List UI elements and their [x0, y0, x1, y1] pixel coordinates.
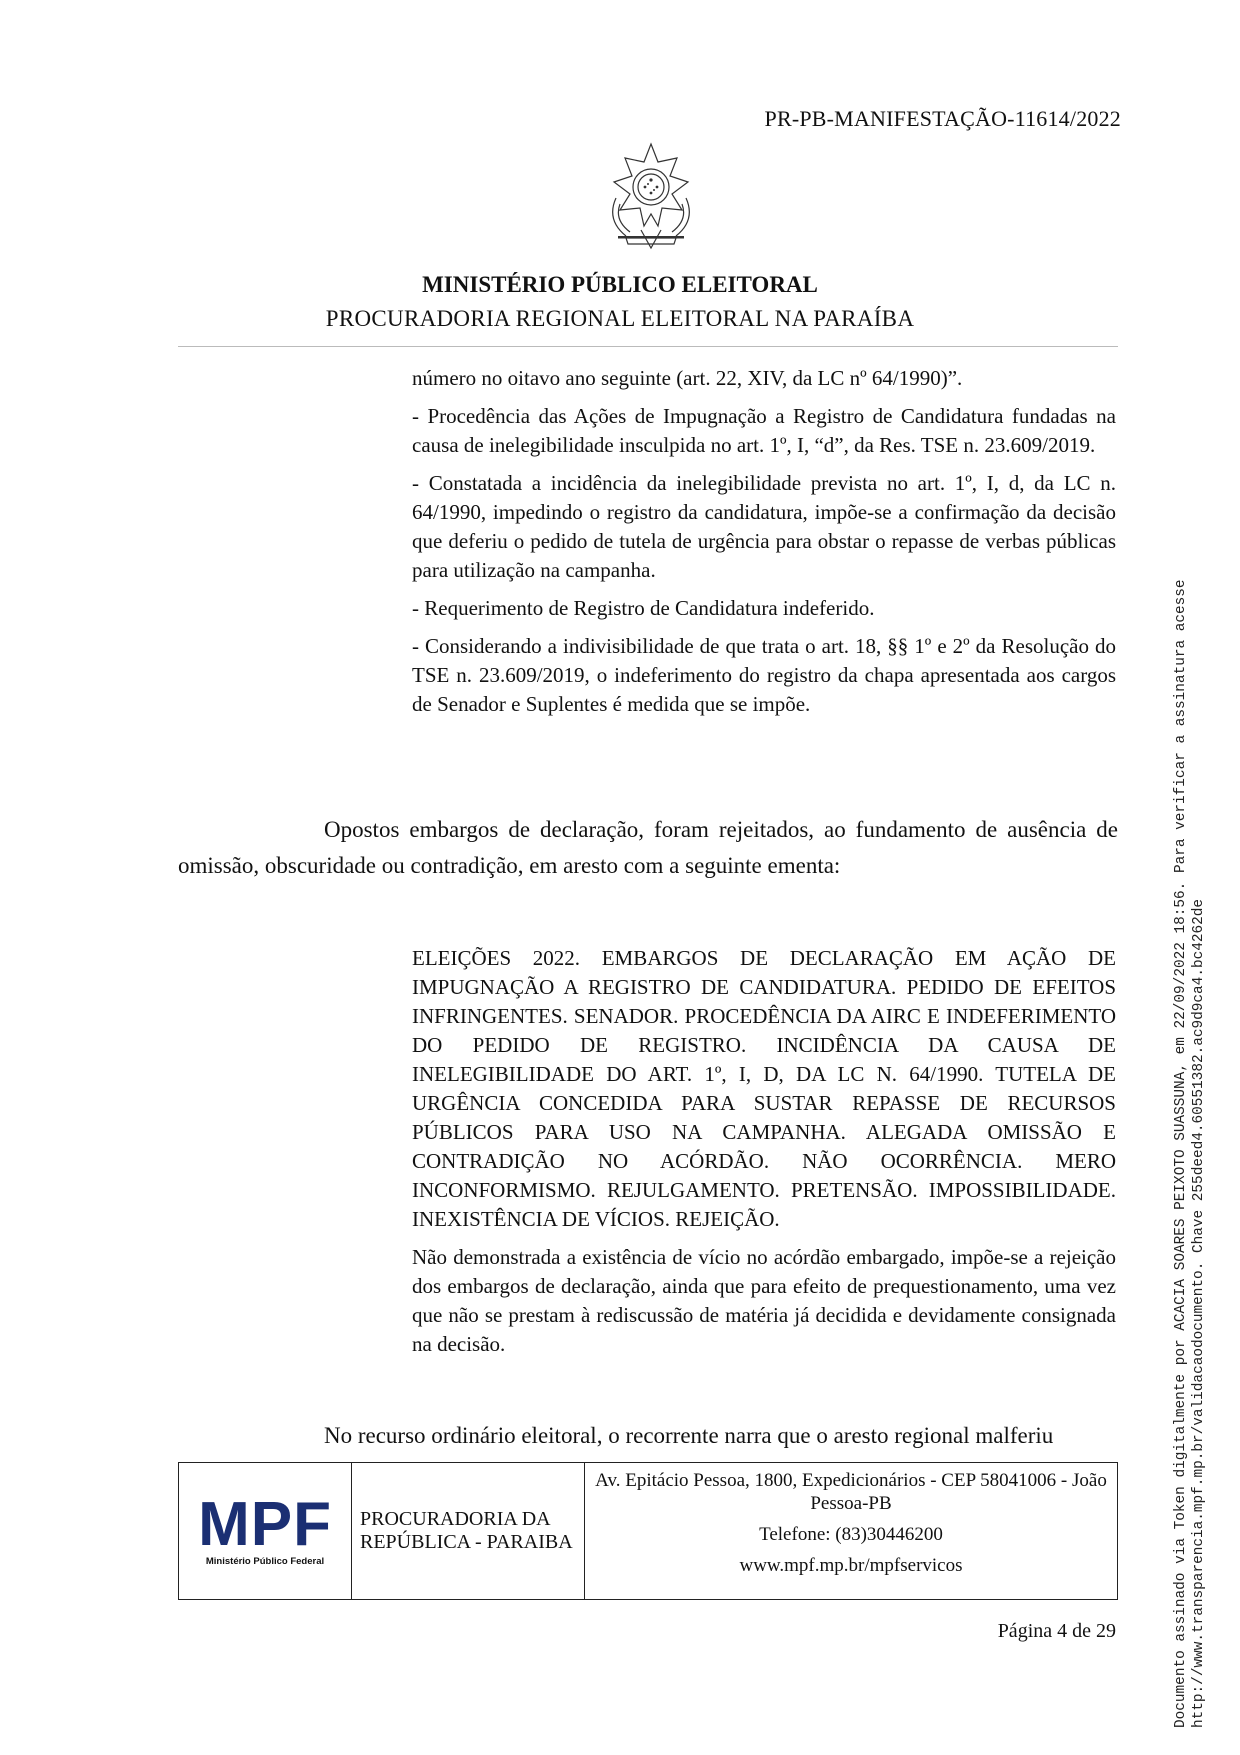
org-subtitle: PROCURADORIA REGIONAL ELEITORAL NA PARAÍBA: [325, 306, 915, 331]
quote-paragraph: - Requerimento de Registro de Candidatura indeferido.: [412, 596, 875, 620]
block-quote-continuation: [412, 364, 1116, 728]
footer-phone: Telefone: (83)30446200: [759, 1524, 943, 1545]
header-divider: [178, 346, 1118, 347]
quote-paragraph: - Constatada a incidência da inelegibilidade prevista no art. 1º, I, d, da LC n. 64/1990, impedindo o registro da candidatura, impõe-se a confirmação da decisão que deferiu o pedido de tutela de urgência para obstar o repasse de verbas públicas para utilização na campanha.: [412, 471, 1116, 582]
page-number: Página 4 de 29: [997, 1620, 1116, 1642]
block-quote-ementa: [412, 944, 1116, 1368]
footer-contact: [585, 1463, 1117, 1599]
mpf-logo: [179, 1463, 352, 1599]
body-paragraph: Opostos embargos de declaração, foram rejeitados, ao fundamento de ausência de omissão, obscuridade ou contradição, em aresto com a seguinte ementa:: [178, 817, 1118, 878]
ementa-heading: ELEIÇÕES 2022. EMBARGOS DE DECLARAÇÃO EM AÇÃO DE IMPUGNAÇÃO A REGISTRO DE CANDIDATURA. PEDIDO DE EFEITOS INFRINGENTES. SENADOR. PROCEDÊNCIA DA AIRC E INDEFERIMENTO DO PEDIDO DE REGISTRO. INCIDÊNCIA DA CAUSA DE INELEGIBILIDADE DO ART. 1º, I, D, DA LC N. 64/1990. TUTELA DE URGÊNCIA CONCEDIDA PARA SUSTAR REPASSE DE RECURSOS PÚBLICOS PARA USO NA CAMPANHA. ALEGADA OMISSÃO E CONTRADIÇÃO NO ACÓRDÃO. NÃO OCORRÊNCIA. MERO INCONFORMISMO. REJULGAMENTO. PRETENSÃO. IMPOSSIBILIDADE. INEXISTÊNCIA DE VÍCIOS. REJEIÇÃO.: [412, 946, 1116, 1231]
signature-line: Documento assinado via Token digitalmente por ACACIA SOARES PEIXOTO SUASSUNA, em 22/09/2022 18:56. Para verificar a assinatura acesse: [1173, 579, 1189, 1728]
digital-signature-note: [1172, 579, 1208, 1728]
brazil-coat-of-arms-icon: [596, 140, 706, 254]
footer-address: Av. Epitácio Pessoa, 1800, Expedicionários - CEP 58041006 - João Pessoa-PB: [595, 1470, 1107, 1514]
footer-table: [178, 1462, 1118, 1600]
quote-paragraph: Não demonstrada a existência de vício no acórdão embargado, impõe-se a rejeição dos embargos de declaração, ainda que para efeito de prequestionamento, uma vez que não se prestam à rediscussão de matéria já decidida e devidamente consignada na decisão.: [412, 1245, 1116, 1356]
footer-website-link[interactable]: www.mpf.mp.br/mpfservicos: [739, 1555, 963, 1576]
mpf-logo-text: MPF: [198, 1489, 332, 1559]
body-paragraph: No recurso ordinário eleitoral, o recorrente narra que o aresto regional malferiu: [324, 1423, 1054, 1448]
footer-org: [352, 1463, 585, 1599]
quote-paragraph: - Procedência das Ações de Impugnação a Registro de Candidatura fundadas na causa de inelegibilidade insculpida no art. 1º, I, “d”, da Res. TSE n. 23.609/2019.: [412, 404, 1116, 457]
signature-verification-link[interactable]: http://www.transparencia.mpf.mp.br/validacaodocumento. Chave 255deed4.60551382.ac9d9ca4.bc4262de: [1191, 898, 1207, 1728]
mpf-logo-subtitle: Ministério Público Federal: [205, 1555, 325, 1567]
footer-org-label: PROCURADORIA DA REPÚBLICA - PARAIBA: [360, 1508, 573, 1553]
org-title: MINISTÉRIO PÚBLICO ELEITORAL: [422, 272, 818, 297]
quote-paragraph: - Considerando a indivisibilidade de que trata o art. 18, §§ 1º e 2º da Resolução do TSE n. 23.609/2019, o indeferimento do registro da chapa apresentada aos cargos de Senador e Suplentes é medida que se impõe.: [412, 634, 1116, 716]
quote-paragraph: número no oitavo ano seguinte (art. 22, XIV, da LC nº 64/1990)”.: [412, 366, 963, 390]
document-reference: PR-PB-MANIFESTAÇÃO-11614/2022: [764, 106, 1121, 131]
